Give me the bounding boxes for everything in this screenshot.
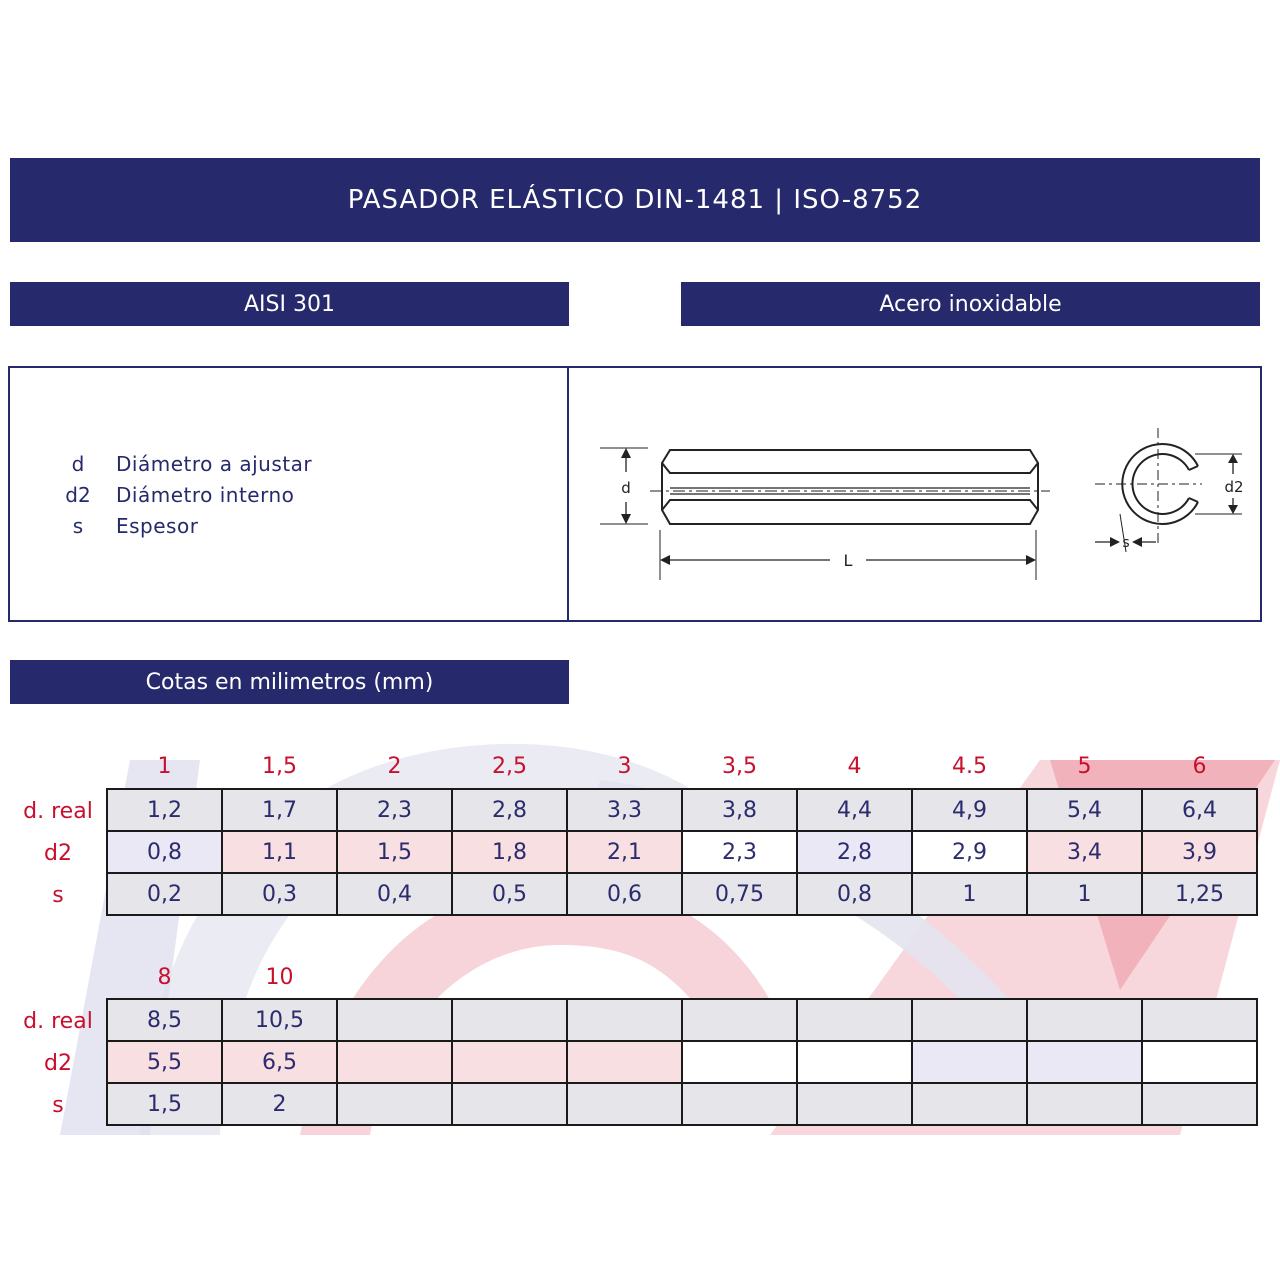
table-cell: 1,7 bbox=[222, 789, 337, 831]
units-title-bar: Cotas en milimetros (mm) bbox=[10, 660, 569, 704]
size-label: 1,5 bbox=[262, 754, 297, 779]
table-row-d-real bbox=[107, 789, 1257, 831]
table-cell bbox=[912, 1083, 1027, 1125]
table-cell: 1 bbox=[1027, 873, 1142, 915]
table-cell bbox=[567, 999, 682, 1041]
size-label: 8 bbox=[157, 965, 172, 990]
table-cell bbox=[567, 1083, 682, 1125]
table-row-d-real bbox=[107, 999, 1257, 1041]
table-cell: 2,3 bbox=[682, 831, 797, 873]
table-cell bbox=[682, 999, 797, 1041]
table-cell: 0,8 bbox=[797, 873, 912, 915]
table-cell bbox=[797, 1041, 912, 1083]
table-cell bbox=[1027, 1083, 1142, 1125]
table-cell bbox=[682, 1041, 797, 1083]
row-label-d-real: d. real bbox=[23, 1008, 93, 1034]
table-cell: 1,5 bbox=[337, 831, 452, 873]
table-cell: 0,2 bbox=[107, 873, 222, 915]
legend-symbol: s bbox=[72, 513, 84, 538]
material-grade-bar: AISI 301 bbox=[10, 282, 569, 326]
table-cell: 8,5 bbox=[107, 999, 222, 1041]
table-cell: 3,4 bbox=[1027, 831, 1142, 873]
row-labels bbox=[8, 790, 108, 916]
table-cell bbox=[337, 999, 452, 1041]
table-cell: 0,5 bbox=[452, 873, 567, 915]
table-cell: 0,8 bbox=[107, 831, 222, 873]
table-cell bbox=[1027, 1041, 1142, 1083]
row-label-s: s bbox=[52, 882, 64, 908]
row-label-s: s bbox=[52, 1092, 64, 1118]
legend-list bbox=[40, 448, 312, 541]
table-cell bbox=[912, 1041, 1027, 1083]
table-cell: 4,4 bbox=[797, 789, 912, 831]
dimension-label-s: s bbox=[1122, 535, 1130, 551]
dimension-label-d: d bbox=[621, 479, 631, 497]
table-cell: 1,1 bbox=[222, 831, 337, 873]
size-label: 1 bbox=[157, 754, 172, 779]
table-row-d2 bbox=[107, 1041, 1257, 1083]
legend-item bbox=[40, 510, 312, 541]
legend-panel bbox=[8, 366, 1262, 622]
row-label-d-real: d. real bbox=[23, 798, 93, 824]
table-cell: 0,75 bbox=[682, 873, 797, 915]
size-label: 10 bbox=[265, 965, 294, 990]
table-cell bbox=[337, 1041, 452, 1083]
table-cell: 0,6 bbox=[567, 873, 682, 915]
table-row-s bbox=[107, 1083, 1257, 1125]
table-cell: 3,9 bbox=[1142, 831, 1257, 873]
table-cell bbox=[912, 999, 1027, 1041]
table-cell bbox=[682, 1083, 797, 1125]
legend-item bbox=[40, 479, 312, 510]
table-cell: 1,8 bbox=[452, 831, 567, 873]
table-cell: 6,4 bbox=[1142, 789, 1257, 831]
legend-symbol: d2 bbox=[65, 482, 91, 507]
legend-item bbox=[40, 448, 312, 479]
table-cell: 0,4 bbox=[337, 873, 452, 915]
row-labels bbox=[8, 1000, 108, 1126]
table-cell bbox=[1142, 999, 1257, 1041]
table-cell: 4,9 bbox=[912, 789, 1027, 831]
table-cell bbox=[1142, 1041, 1257, 1083]
table-cell: 1,2 bbox=[107, 789, 222, 831]
table-cell bbox=[797, 1083, 912, 1125]
size-header-row bbox=[107, 965, 337, 995]
size-label: 2 bbox=[387, 754, 402, 779]
spring-pin-drawing bbox=[590, 418, 1250, 588]
legend-divider bbox=[567, 368, 569, 620]
size-label: 6 bbox=[1192, 754, 1207, 779]
table-cell bbox=[1142, 1083, 1257, 1125]
legend-description: Diámetro a ajustar bbox=[116, 451, 313, 476]
table-cell: 2,1 bbox=[567, 831, 682, 873]
table-cell bbox=[452, 1041, 567, 1083]
table-cell bbox=[1027, 999, 1142, 1041]
table-cell bbox=[337, 1083, 452, 1125]
table-cell: 2,3 bbox=[337, 789, 452, 831]
material-type-bar: Acero inoxidable bbox=[681, 282, 1260, 326]
table-row-d2 bbox=[107, 831, 1257, 873]
table-cell: 2,8 bbox=[452, 789, 567, 831]
row-label-d2: d2 bbox=[44, 840, 72, 866]
table-cell: 2,9 bbox=[912, 831, 1027, 873]
table-cell bbox=[797, 999, 912, 1041]
row-label-d2: d2 bbox=[44, 1050, 72, 1076]
dimension-label-L: L bbox=[843, 551, 853, 570]
size-label: 2,5 bbox=[492, 754, 527, 779]
table-cell: 0,3 bbox=[222, 873, 337, 915]
table-cell: 6,5 bbox=[222, 1041, 337, 1083]
table-cell: 10,5 bbox=[222, 999, 337, 1041]
legend-symbol: d bbox=[71, 451, 85, 476]
size-label: 5 bbox=[1077, 754, 1092, 779]
table-cell: 1,25 bbox=[1142, 873, 1257, 915]
size-label: 3 bbox=[617, 754, 632, 779]
page-title: PASADOR ELÁSTICO DIN-1481 | ISO-8752 bbox=[10, 158, 1260, 242]
table-cell: 2 bbox=[222, 1083, 337, 1125]
table-cell bbox=[452, 999, 567, 1041]
size-label: 4 bbox=[847, 754, 862, 779]
table-cell: 5,4 bbox=[1027, 789, 1142, 831]
table-cell: 2,8 bbox=[797, 831, 912, 873]
size-label: 3,5 bbox=[722, 754, 757, 779]
table-row-s bbox=[107, 873, 1257, 915]
dimensions-table bbox=[106, 788, 1258, 916]
table-cell bbox=[567, 1041, 682, 1083]
table-cell: 3,3 bbox=[567, 789, 682, 831]
table-cell: 1 bbox=[912, 873, 1027, 915]
table-cell: 1,5 bbox=[107, 1083, 222, 1125]
table-cell: 5,5 bbox=[107, 1041, 222, 1083]
legend-description: Espesor bbox=[116, 513, 199, 538]
dimensions-table bbox=[106, 998, 1258, 1126]
dimension-label-d2: d2 bbox=[1224, 478, 1244, 496]
table-cell bbox=[452, 1083, 567, 1125]
table-cell: 3,8 bbox=[682, 789, 797, 831]
legend-description: Diámetro interno bbox=[116, 482, 295, 507]
size-header-row bbox=[107, 754, 1257, 784]
size-label: 4.5 bbox=[952, 754, 987, 779]
